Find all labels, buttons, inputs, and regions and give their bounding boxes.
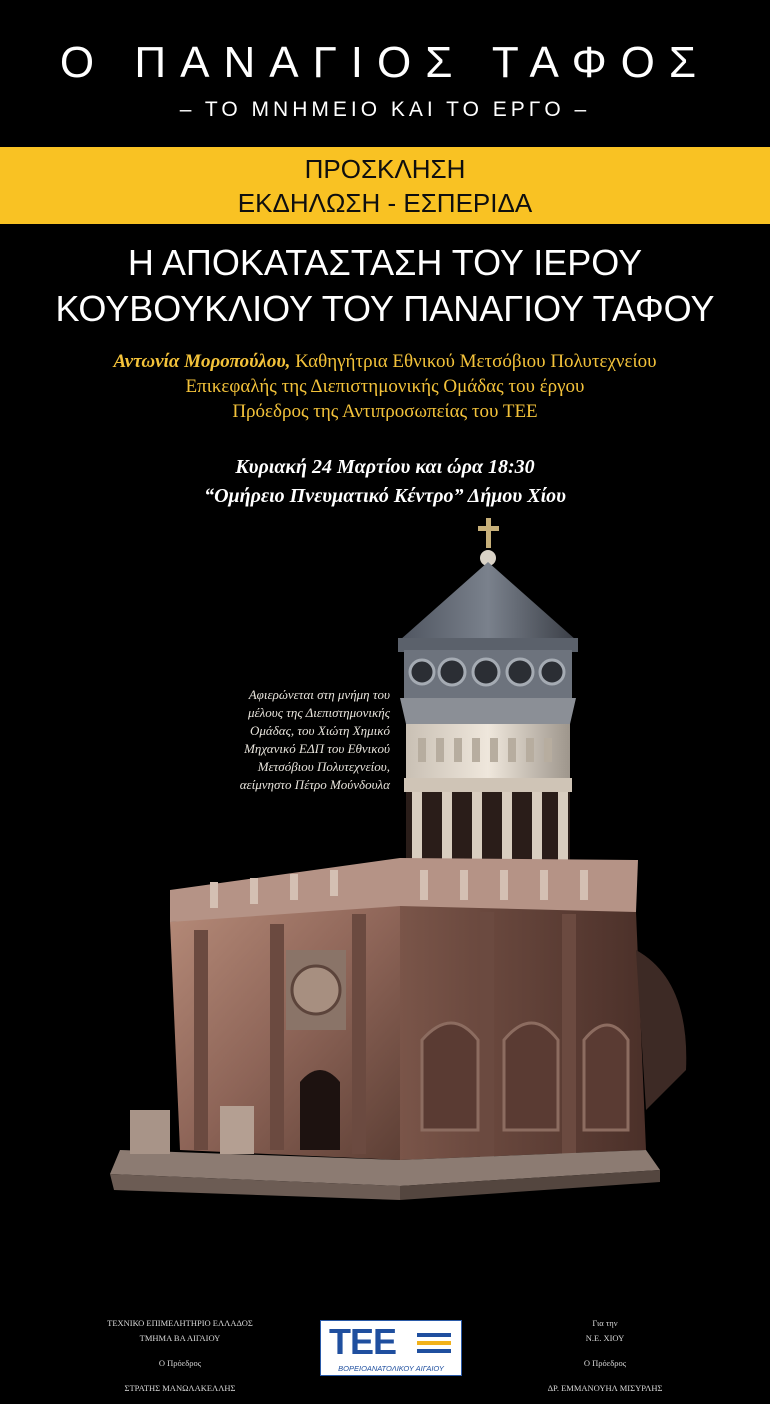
invitation-band	[0, 147, 770, 224]
tee-logo-text: ΤΕΕ	[329, 1321, 397, 1362]
dedication-line: Ομάδας, του Χιώτη Χημικό	[250, 723, 390, 738]
footer-right-role: Ο Πρόεδρος	[583, 1358, 627, 1368]
tee-logo	[320, 1320, 462, 1376]
footer-left-name: ΣΤΡΑΤΗΣ ΜΑΝΩΛΑΚΕΛΛΗΣ	[124, 1383, 236, 1393]
dedication-text	[145, 686, 390, 794]
footer-left-org-2: ΤΜΗΜΑ ΒΑ ΑΙΓΑΙΟΥ	[139, 1333, 221, 1343]
edicule-monument-illustration	[100, 510, 770, 1250]
poster-title: Ο ΠΑΝΑΓΙΟΣ ΤΑΦΟΣ	[59, 38, 711, 87]
event-type-label: ΕΚΔΗΛΩΣΗ - ΕΣΠΕΡΙΔΑ	[237, 188, 533, 218]
dedication-line: αείμνηστο Πέτρο Μούνδουλα	[239, 777, 390, 792]
speaker-block	[0, 349, 770, 424]
headline-line-2: ΚΟΥΒΟΥΚΛΙΟΥ ΤΟΥ ΠΑΝΑΓΙΟΥ ΤΑΦΟΥ	[55, 288, 715, 329]
footer-right-org: Ν.Ε. ΧΙΟΥ	[585, 1333, 625, 1343]
footer-left-role: Ο Πρόεδρος	[158, 1358, 202, 1368]
dedication-line: Μετσόβιου Πολυτεχνείου,	[257, 759, 390, 774]
speaker-role-3: Πρόεδρος της Αντιπροσωπείας του ΤΕΕ	[232, 401, 538, 422]
footer-left-signatory	[55, 1316, 305, 1396]
speaker-name: Αντωνία Μοροπούλου,	[113, 351, 291, 372]
headline-line-1: Η ΑΠΟΚΑΤΑΣΤΑΣΗ ΤΟΥ ΙΕΡΟΥ	[127, 242, 643, 283]
dedication-line: Αφιερώνεται στη μνήμη του	[248, 687, 390, 702]
footer-right-signatory	[505, 1316, 705, 1396]
speaker-line-1	[0, 349, 770, 374]
speaker-role-2: Επικεφαλής της Διεπιστημονικής Ομάδας του έργου	[185, 376, 585, 397]
tee-logo-subtext: ΒΟΡΕΙΟΑΝΑΤΟΛΙΚΟΥ ΑΙΓΑΙΟΥ	[338, 1364, 444, 1373]
event-datetime: Κυριακή 24 Μαρτίου και ώρα 18:30	[235, 456, 535, 478]
event-venue: “Ομήρειο Πνευματικό Κέντρο” Δήμου Χίου	[204, 485, 566, 507]
tee-logo-stripes-icon	[417, 1331, 453, 1357]
poster-subtitle: – ΤΟ ΜΝΗΜΕΙΟ ΚΑΙ ΤΟ ΕΡΓΟ –	[179, 98, 591, 121]
footer-right-pre: Για την	[592, 1318, 618, 1328]
invitation-label: ΠΡΟΣΚΛΗΣΗ	[304, 154, 466, 184]
event-headline	[0, 240, 770, 332]
speaker-role-1: Καθηγήτρια Εθνικού Μετσόβιου Πολυτεχνείου	[290, 351, 657, 372]
footer-right-name: ΔΡ. ΕΜΜΑΝΟΥΗΛ ΜΙΣΥΡΛΗΣ	[547, 1383, 663, 1393]
footer-left-org-1: ΤΕΧΝΙΚΟ ΕΠΙΜΕΛΗΤΗΡΙΟ ΕΛΛΑΔΟΣ	[107, 1318, 253, 1328]
dedication-line: Μηχανικό ΕΔΠ του Εθνικού	[244, 741, 390, 756]
event-details	[0, 453, 770, 511]
dedication-line: μέλους της Διεπιστημονικής	[247, 705, 390, 720]
